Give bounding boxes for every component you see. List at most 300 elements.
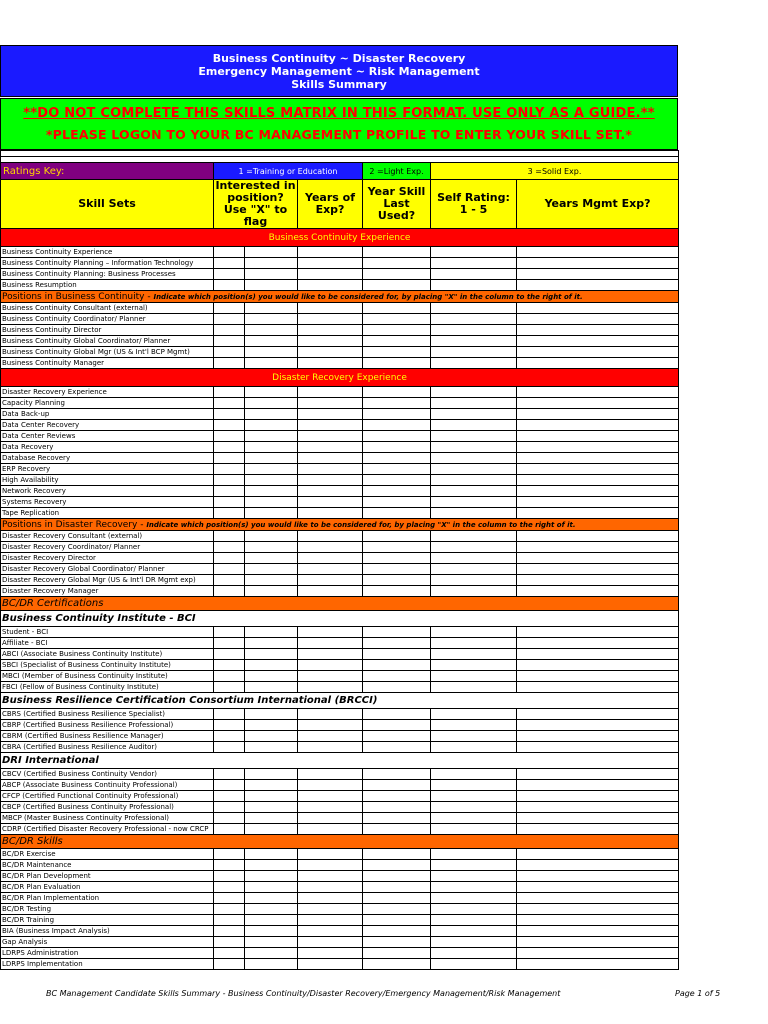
years-mgmt-cell[interactable]	[517, 280, 679, 291]
year-last-used-cell[interactable]	[363, 731, 431, 742]
flag-cell[interactable]	[245, 564, 298, 575]
self-rating-cell[interactable]	[431, 564, 517, 575]
flag-cell[interactable]	[245, 660, 298, 671]
year-last-used-cell[interactable]	[363, 347, 431, 358]
self-rating-cell[interactable]	[431, 627, 517, 638]
years-mgmt-cell[interactable]	[517, 709, 679, 720]
years-mgmt-cell[interactable]	[517, 742, 679, 753]
interest-cell[interactable]	[214, 336, 245, 347]
interest-cell[interactable]	[214, 409, 245, 420]
years-mgmt-cell[interactable]	[517, 420, 679, 431]
years-exp-cell[interactable]	[298, 904, 363, 915]
self-rating-cell[interactable]	[431, 882, 517, 893]
years-mgmt-cell[interactable]	[517, 660, 679, 671]
years-mgmt-cell[interactable]	[517, 431, 679, 442]
flag-cell[interactable]	[245, 431, 298, 442]
self-rating-cell[interactable]	[431, 303, 517, 314]
year-last-used-cell[interactable]	[363, 314, 431, 325]
years-exp-cell[interactable]	[298, 314, 363, 325]
interest-cell[interactable]	[214, 860, 245, 871]
year-last-used-cell[interactable]	[363, 475, 431, 486]
years-exp-cell[interactable]	[298, 464, 363, 475]
interest-cell[interactable]	[214, 709, 245, 720]
year-last-used-cell[interactable]	[363, 627, 431, 638]
interest-cell[interactable]	[214, 387, 245, 398]
years-mgmt-cell[interactable]	[517, 387, 679, 398]
years-mgmt-cell[interactable]	[517, 358, 679, 369]
year-last-used-cell[interactable]	[363, 586, 431, 597]
flag-cell[interactable]	[245, 709, 298, 720]
self-rating-cell[interactable]	[431, 780, 517, 791]
years-exp-cell[interactable]	[298, 709, 363, 720]
years-mgmt-cell[interactable]	[517, 575, 679, 586]
years-exp-cell[interactable]	[298, 791, 363, 802]
flag-cell[interactable]	[245, 303, 298, 314]
interest-cell[interactable]	[214, 926, 245, 937]
interest-cell[interactable]	[214, 453, 245, 464]
year-last-used-cell[interactable]	[363, 531, 431, 542]
self-rating-cell[interactable]	[431, 893, 517, 904]
years-mgmt-cell[interactable]	[517, 824, 679, 835]
flag-cell[interactable]	[245, 926, 298, 937]
self-rating-cell[interactable]	[431, 258, 517, 269]
years-exp-cell[interactable]	[298, 247, 363, 258]
interest-cell[interactable]	[214, 575, 245, 586]
interest-cell[interactable]	[214, 464, 245, 475]
interest-cell[interactable]	[214, 720, 245, 731]
year-last-used-cell[interactable]	[363, 882, 431, 893]
interest-cell[interactable]	[214, 258, 245, 269]
year-last-used-cell[interactable]	[363, 398, 431, 409]
year-last-used-cell[interactable]	[363, 780, 431, 791]
years-exp-cell[interactable]	[298, 742, 363, 753]
year-last-used-cell[interactable]	[363, 442, 431, 453]
flag-cell[interactable]	[245, 531, 298, 542]
years-exp-cell[interactable]	[298, 824, 363, 835]
years-mgmt-cell[interactable]	[517, 586, 679, 597]
years-exp-cell[interactable]	[298, 280, 363, 291]
self-rating-cell[interactable]	[431, 314, 517, 325]
years-exp-cell[interactable]	[298, 813, 363, 824]
interest-cell[interactable]	[214, 280, 245, 291]
year-last-used-cell[interactable]	[363, 649, 431, 660]
flag-cell[interactable]	[245, 453, 298, 464]
years-exp-cell[interactable]	[298, 882, 363, 893]
interest-cell[interactable]	[214, 475, 245, 486]
flag-cell[interactable]	[245, 731, 298, 742]
interest-cell[interactable]	[214, 269, 245, 280]
years-exp-cell[interactable]	[298, 671, 363, 682]
interest-cell[interactable]	[214, 802, 245, 813]
flag-cell[interactable]	[245, 904, 298, 915]
years-exp-cell[interactable]	[298, 387, 363, 398]
years-exp-cell[interactable]	[298, 860, 363, 871]
self-rating-cell[interactable]	[431, 531, 517, 542]
interest-cell[interactable]	[214, 314, 245, 325]
self-rating-cell[interactable]	[431, 336, 517, 347]
years-exp-cell[interactable]	[298, 769, 363, 780]
years-exp-cell[interactable]	[298, 269, 363, 280]
years-mgmt-cell[interactable]	[517, 682, 679, 693]
self-rating-cell[interactable]	[431, 709, 517, 720]
years-mgmt-cell[interactable]	[517, 542, 679, 553]
flag-cell[interactable]	[245, 586, 298, 597]
year-last-used-cell[interactable]	[363, 959, 431, 970]
flag-cell[interactable]	[245, 387, 298, 398]
years-mgmt-cell[interactable]	[517, 769, 679, 780]
years-exp-cell[interactable]	[298, 731, 363, 742]
self-rating-cell[interactable]	[431, 660, 517, 671]
years-exp-cell[interactable]	[298, 575, 363, 586]
years-mgmt-cell[interactable]	[517, 564, 679, 575]
year-last-used-cell[interactable]	[363, 720, 431, 731]
interest-cell[interactable]	[214, 247, 245, 258]
interest-cell[interactable]	[214, 731, 245, 742]
interest-cell[interactable]	[214, 682, 245, 693]
self-rating-cell[interactable]	[431, 915, 517, 926]
self-rating-cell[interactable]	[431, 269, 517, 280]
self-rating-cell[interactable]	[431, 731, 517, 742]
interest-cell[interactable]	[214, 649, 245, 660]
flag-cell[interactable]	[245, 508, 298, 519]
interest-cell[interactable]	[214, 627, 245, 638]
year-last-used-cell[interactable]	[363, 682, 431, 693]
flag-cell[interactable]	[245, 813, 298, 824]
year-last-used-cell[interactable]	[363, 915, 431, 926]
year-last-used-cell[interactable]	[363, 280, 431, 291]
year-last-used-cell[interactable]	[363, 926, 431, 937]
self-rating-cell[interactable]	[431, 575, 517, 586]
flag-cell[interactable]	[245, 575, 298, 586]
interest-cell[interactable]	[214, 769, 245, 780]
years-exp-cell[interactable]	[298, 871, 363, 882]
interest-cell[interactable]	[214, 780, 245, 791]
interest-cell[interactable]	[214, 904, 245, 915]
year-last-used-cell[interactable]	[363, 564, 431, 575]
interest-cell[interactable]	[214, 564, 245, 575]
flag-cell[interactable]	[245, 780, 298, 791]
years-mgmt-cell[interactable]	[517, 442, 679, 453]
flag-cell[interactable]	[245, 336, 298, 347]
self-rating-cell[interactable]	[431, 486, 517, 497]
years-mgmt-cell[interactable]	[517, 926, 679, 937]
flag-cell[interactable]	[245, 720, 298, 731]
self-rating-cell[interactable]	[431, 638, 517, 649]
year-last-used-cell[interactable]	[363, 258, 431, 269]
years-exp-cell[interactable]	[298, 475, 363, 486]
years-mgmt-cell[interactable]	[517, 258, 679, 269]
years-exp-cell[interactable]	[298, 915, 363, 926]
years-mgmt-cell[interactable]	[517, 475, 679, 486]
self-rating-cell[interactable]	[431, 871, 517, 882]
flag-cell[interactable]	[245, 802, 298, 813]
flag-cell[interactable]	[245, 420, 298, 431]
years-mgmt-cell[interactable]	[517, 937, 679, 948]
interest-cell[interactable]	[214, 871, 245, 882]
year-last-used-cell[interactable]	[363, 497, 431, 508]
flag-cell[interactable]	[245, 742, 298, 753]
interest-cell[interactable]	[214, 486, 245, 497]
flag-cell[interactable]	[245, 258, 298, 269]
years-mgmt-cell[interactable]	[517, 860, 679, 871]
self-rating-cell[interactable]	[431, 904, 517, 915]
interest-cell[interactable]	[214, 553, 245, 564]
years-mgmt-cell[interactable]	[517, 347, 679, 358]
flag-cell[interactable]	[245, 497, 298, 508]
flag-cell[interactable]	[245, 871, 298, 882]
interest-cell[interactable]	[214, 508, 245, 519]
flag-cell[interactable]	[245, 893, 298, 904]
year-last-used-cell[interactable]	[363, 486, 431, 497]
flag-cell[interactable]	[245, 769, 298, 780]
years-exp-cell[interactable]	[298, 682, 363, 693]
years-exp-cell[interactable]	[298, 660, 363, 671]
self-rating-cell[interactable]	[431, 948, 517, 959]
years-mgmt-cell[interactable]	[517, 813, 679, 824]
self-rating-cell[interactable]	[431, 325, 517, 336]
years-exp-cell[interactable]	[298, 442, 363, 453]
self-rating-cell[interactable]	[431, 280, 517, 291]
year-last-used-cell[interactable]	[363, 893, 431, 904]
year-last-used-cell[interactable]	[363, 420, 431, 431]
year-last-used-cell[interactable]	[363, 387, 431, 398]
flag-cell[interactable]	[245, 649, 298, 660]
years-mgmt-cell[interactable]	[517, 336, 679, 347]
years-mgmt-cell[interactable]	[517, 893, 679, 904]
self-rating-cell[interactable]	[431, 959, 517, 970]
interest-cell[interactable]	[214, 937, 245, 948]
years-mgmt-cell[interactable]	[517, 948, 679, 959]
years-exp-cell[interactable]	[298, 893, 363, 904]
years-mgmt-cell[interactable]	[517, 508, 679, 519]
year-last-used-cell[interactable]	[363, 709, 431, 720]
flag-cell[interactable]	[245, 486, 298, 497]
years-exp-cell[interactable]	[298, 325, 363, 336]
year-last-used-cell[interactable]	[363, 553, 431, 564]
self-rating-cell[interactable]	[431, 497, 517, 508]
flag-cell[interactable]	[245, 475, 298, 486]
years-mgmt-cell[interactable]	[517, 497, 679, 508]
flag-cell[interactable]	[245, 325, 298, 336]
years-exp-cell[interactable]	[298, 358, 363, 369]
year-last-used-cell[interactable]	[363, 937, 431, 948]
self-rating-cell[interactable]	[431, 769, 517, 780]
year-last-used-cell[interactable]	[363, 904, 431, 915]
flag-cell[interactable]	[245, 347, 298, 358]
flag-cell[interactable]	[245, 398, 298, 409]
interest-cell[interactable]	[214, 398, 245, 409]
years-exp-cell[interactable]	[298, 508, 363, 519]
self-rating-cell[interactable]	[431, 398, 517, 409]
year-last-used-cell[interactable]	[363, 464, 431, 475]
flag-cell[interactable]	[245, 682, 298, 693]
years-mgmt-cell[interactable]	[517, 409, 679, 420]
flag-cell[interactable]	[245, 553, 298, 564]
years-mgmt-cell[interactable]	[517, 671, 679, 682]
flag-cell[interactable]	[245, 442, 298, 453]
years-mgmt-cell[interactable]	[517, 325, 679, 336]
flag-cell[interactable]	[245, 948, 298, 959]
year-last-used-cell[interactable]	[363, 508, 431, 519]
years-mgmt-cell[interactable]	[517, 269, 679, 280]
interest-cell[interactable]	[214, 431, 245, 442]
self-rating-cell[interactable]	[431, 791, 517, 802]
years-mgmt-cell[interactable]	[517, 531, 679, 542]
self-rating-cell[interactable]	[431, 926, 517, 937]
year-last-used-cell[interactable]	[363, 431, 431, 442]
interest-cell[interactable]	[214, 948, 245, 959]
self-rating-cell[interactable]	[431, 453, 517, 464]
flag-cell[interactable]	[245, 959, 298, 970]
flag-cell[interactable]	[245, 860, 298, 871]
interest-cell[interactable]	[214, 849, 245, 860]
interest-cell[interactable]	[214, 882, 245, 893]
self-rating-cell[interactable]	[431, 358, 517, 369]
year-last-used-cell[interactable]	[363, 871, 431, 882]
years-mgmt-cell[interactable]	[517, 904, 679, 915]
years-exp-cell[interactable]	[298, 802, 363, 813]
interest-cell[interactable]	[214, 742, 245, 753]
interest-cell[interactable]	[214, 325, 245, 336]
year-last-used-cell[interactable]	[363, 269, 431, 280]
self-rating-cell[interactable]	[431, 542, 517, 553]
flag-cell[interactable]	[245, 358, 298, 369]
years-mgmt-cell[interactable]	[517, 791, 679, 802]
year-last-used-cell[interactable]	[363, 358, 431, 369]
years-exp-cell[interactable]	[298, 849, 363, 860]
year-last-used-cell[interactable]	[363, 769, 431, 780]
flag-cell[interactable]	[245, 314, 298, 325]
years-exp-cell[interactable]	[298, 409, 363, 420]
self-rating-cell[interactable]	[431, 720, 517, 731]
years-exp-cell[interactable]	[298, 553, 363, 564]
year-last-used-cell[interactable]	[363, 409, 431, 420]
self-rating-cell[interactable]	[431, 431, 517, 442]
flag-cell[interactable]	[245, 269, 298, 280]
self-rating-cell[interactable]	[431, 742, 517, 753]
year-last-used-cell[interactable]	[363, 453, 431, 464]
years-mgmt-cell[interactable]	[517, 849, 679, 860]
years-exp-cell[interactable]	[298, 586, 363, 597]
year-last-used-cell[interactable]	[363, 860, 431, 871]
flag-cell[interactable]	[245, 464, 298, 475]
years-mgmt-cell[interactable]	[517, 398, 679, 409]
years-mgmt-cell[interactable]	[517, 638, 679, 649]
year-last-used-cell[interactable]	[363, 542, 431, 553]
year-last-used-cell[interactable]	[363, 247, 431, 258]
interest-cell[interactable]	[214, 358, 245, 369]
years-mgmt-cell[interactable]	[517, 649, 679, 660]
years-exp-cell[interactable]	[298, 453, 363, 464]
self-rating-cell[interactable]	[431, 387, 517, 398]
flag-cell[interactable]	[245, 937, 298, 948]
flag-cell[interactable]	[245, 280, 298, 291]
years-mgmt-cell[interactable]	[517, 553, 679, 564]
years-exp-cell[interactable]	[298, 780, 363, 791]
years-mgmt-cell[interactable]	[517, 303, 679, 314]
years-exp-cell[interactable]	[298, 926, 363, 937]
self-rating-cell[interactable]	[431, 649, 517, 660]
self-rating-cell[interactable]	[431, 682, 517, 693]
year-last-used-cell[interactable]	[363, 336, 431, 347]
interest-cell[interactable]	[214, 586, 245, 597]
year-last-used-cell[interactable]	[363, 948, 431, 959]
interest-cell[interactable]	[214, 420, 245, 431]
year-last-used-cell[interactable]	[363, 813, 431, 824]
interest-cell[interactable]	[214, 638, 245, 649]
self-rating-cell[interactable]	[431, 247, 517, 258]
year-last-used-cell[interactable]	[363, 849, 431, 860]
years-exp-cell[interactable]	[298, 638, 363, 649]
year-last-used-cell[interactable]	[363, 742, 431, 753]
year-last-used-cell[interactable]	[363, 791, 431, 802]
year-last-used-cell[interactable]	[363, 660, 431, 671]
years-mgmt-cell[interactable]	[517, 247, 679, 258]
flag-cell[interactable]	[245, 915, 298, 926]
flag-cell[interactable]	[245, 409, 298, 420]
interest-cell[interactable]	[214, 542, 245, 553]
years-exp-cell[interactable]	[298, 531, 363, 542]
interest-cell[interactable]	[214, 893, 245, 904]
years-mgmt-cell[interactable]	[517, 882, 679, 893]
self-rating-cell[interactable]	[431, 553, 517, 564]
years-mgmt-cell[interactable]	[517, 959, 679, 970]
years-mgmt-cell[interactable]	[517, 627, 679, 638]
years-exp-cell[interactable]	[298, 486, 363, 497]
flag-cell[interactable]	[245, 671, 298, 682]
years-exp-cell[interactable]	[298, 564, 363, 575]
self-rating-cell[interactable]	[431, 824, 517, 835]
self-rating-cell[interactable]	[431, 347, 517, 358]
interest-cell[interactable]	[214, 303, 245, 314]
years-exp-cell[interactable]	[298, 959, 363, 970]
interest-cell[interactable]	[214, 791, 245, 802]
self-rating-cell[interactable]	[431, 420, 517, 431]
self-rating-cell[interactable]	[431, 860, 517, 871]
flag-cell[interactable]	[245, 638, 298, 649]
interest-cell[interactable]	[214, 959, 245, 970]
interest-cell[interactable]	[214, 660, 245, 671]
year-last-used-cell[interactable]	[363, 638, 431, 649]
years-exp-cell[interactable]	[298, 542, 363, 553]
years-exp-cell[interactable]	[298, 336, 363, 347]
year-last-used-cell[interactable]	[363, 303, 431, 314]
interest-cell[interactable]	[214, 671, 245, 682]
year-last-used-cell[interactable]	[363, 802, 431, 813]
years-mgmt-cell[interactable]	[517, 314, 679, 325]
self-rating-cell[interactable]	[431, 813, 517, 824]
years-exp-cell[interactable]	[298, 398, 363, 409]
flag-cell[interactable]	[245, 247, 298, 258]
years-mgmt-cell[interactable]	[517, 802, 679, 813]
years-exp-cell[interactable]	[298, 948, 363, 959]
years-exp-cell[interactable]	[298, 420, 363, 431]
self-rating-cell[interactable]	[431, 442, 517, 453]
years-mgmt-cell[interactable]	[517, 453, 679, 464]
years-mgmt-cell[interactable]	[517, 486, 679, 497]
year-last-used-cell[interactable]	[363, 824, 431, 835]
flag-cell[interactable]	[245, 882, 298, 893]
self-rating-cell[interactable]	[431, 849, 517, 860]
year-last-used-cell[interactable]	[363, 325, 431, 336]
interest-cell[interactable]	[214, 442, 245, 453]
years-exp-cell[interactable]	[298, 497, 363, 508]
years-exp-cell[interactable]	[298, 649, 363, 660]
years-exp-cell[interactable]	[298, 258, 363, 269]
years-mgmt-cell[interactable]	[517, 731, 679, 742]
flag-cell[interactable]	[245, 849, 298, 860]
flag-cell[interactable]	[245, 542, 298, 553]
